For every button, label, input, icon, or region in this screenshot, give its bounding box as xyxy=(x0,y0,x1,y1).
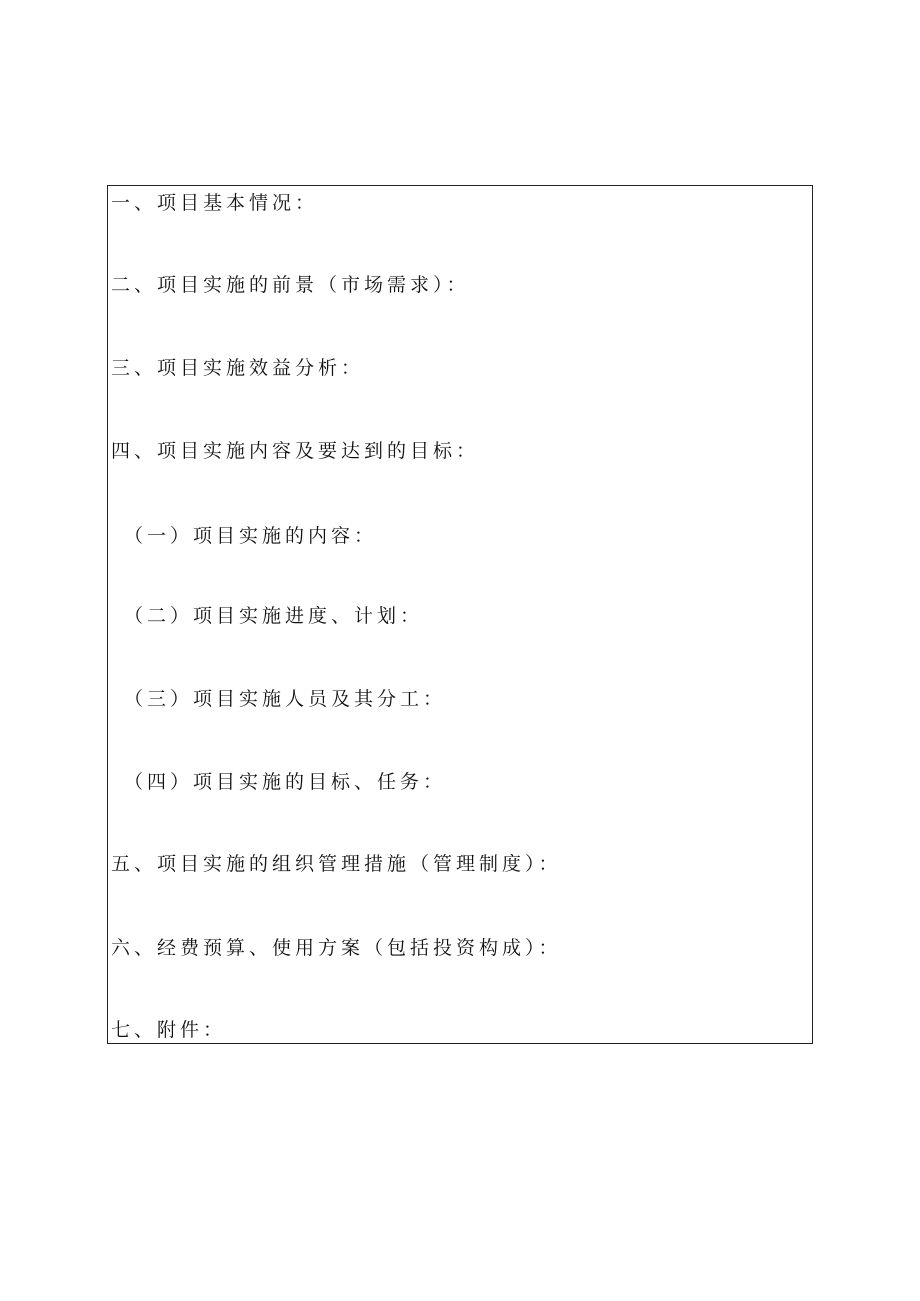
section-content-and-goals: 四、项目实施内容及要达到的目标： xyxy=(111,440,480,462)
subsection-personnel: （三）项目实施人员及其分工： xyxy=(124,688,447,710)
section-basic-info: 一、项目基本情况： xyxy=(111,192,319,214)
section-budget: 六、经费预算、使用方案（包括投资构成）： xyxy=(111,937,562,959)
project-form-table xyxy=(107,185,813,1044)
section-prospects: 二、项目实施的前景（市场需求）： xyxy=(111,274,470,296)
section-management: 五、项目实施的组织管理措施（管理制度）： xyxy=(111,853,562,875)
subsection-content: （一）项目实施的内容： xyxy=(124,525,378,547)
section-attachments: 七、附件： xyxy=(111,1019,227,1041)
subsection-targets: （四）项目实施的目标、任务： xyxy=(124,771,447,793)
section-benefit-analysis: 三、项目实施效益分析： xyxy=(111,357,365,379)
subsection-schedule: （二）项目实施进度、计划： xyxy=(124,605,424,627)
